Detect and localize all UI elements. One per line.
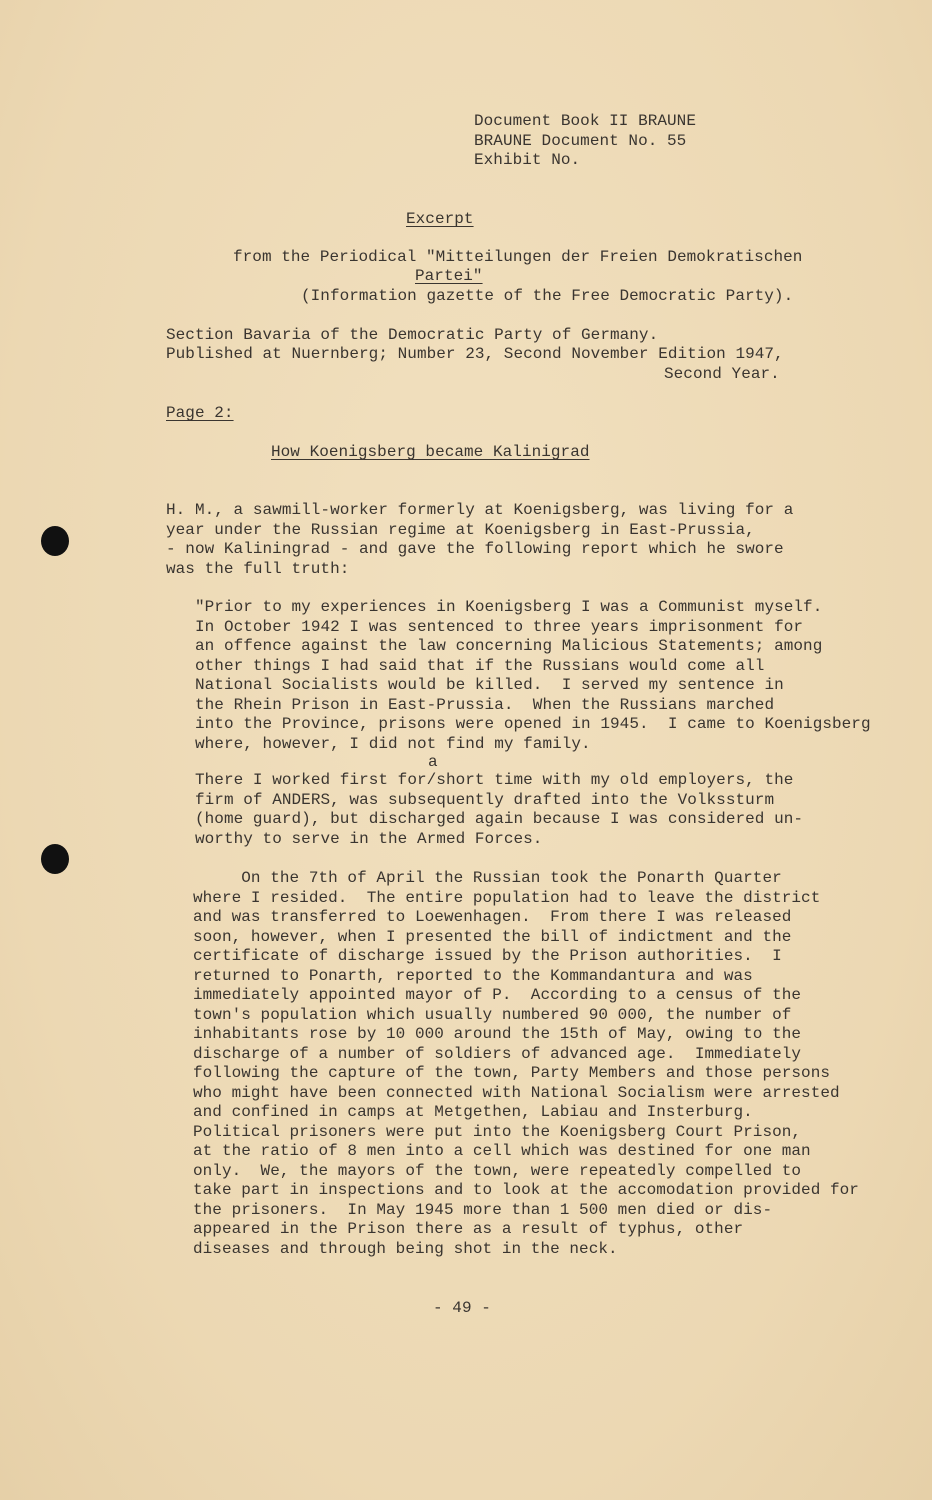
- text-line: following the capture of the town, Party Members and those persons: [193, 1064, 831, 1082]
- source-line-1: from the Periodical "Mitteilungen der Freien Demokratischen: [233, 248, 803, 266]
- header-document-number: BRAUNE Document No. 55: [474, 132, 687, 150]
- text-line: - now Kaliningrad - and gave the following report which he swore: [166, 540, 784, 559]
- article-title: How Koenigsberg became Kalinigrad: [271, 443, 590, 461]
- text-line: On the 7th of April the Russian took the Ponarth Quarter: [193, 869, 782, 887]
- text-line: only. We, the mayors of the town, were repeatedly compelled to: [193, 1161, 802, 1180]
- text-line: returned to Ponarth, reported to the Kommandantura and was: [193, 966, 753, 985]
- text-line: There I worked first for/short time with my old employers, the: [195, 771, 794, 789]
- text-line: worthy to serve in the Armed Forces.: [195, 829, 543, 848]
- text-line: where, however, I did not find my family.: [195, 734, 591, 753]
- publication-section: Section Bavaria of the Democratic Party of Germany.: [166, 326, 659, 344]
- text-line: H. M., a sawmill-worker formerly at Koenigsberg, was living for a: [166, 501, 794, 519]
- text-line: inhabitants rose by 10 000 around the 15th of May, owing to the: [193, 1025, 802, 1043]
- text-line: firm of ANDERS, was subsequently drafted into the Volkssturm: [195, 790, 775, 809]
- header-exhibit-number: Exhibit No.: [474, 151, 581, 169]
- text-line: immediately appointed mayor of P. According to a census of the: [193, 986, 802, 1004]
- text-line: certificate of discharge issued by the Prison authorities. I: [193, 947, 782, 965]
- text-line: town's population which usually numbered 90 000, the number of: [193, 1005, 792, 1024]
- text-line: who might have been connected with National Socialism were arrested: [193, 1083, 840, 1102]
- text-line: was the full truth:: [166, 559, 350, 578]
- text-line: into the Province, prisons were opened in 1945. I came to Koenigsberg: [195, 715, 871, 733]
- text-line: the prisoners. In May 1945 more than 1 500 men died or dis-: [193, 1200, 773, 1219]
- punch-hole: [41, 526, 69, 556]
- text-line: an offence against the law concerning Malicious Statements; among: [195, 637, 823, 655]
- excerpt-heading: Excerpt: [406, 210, 474, 228]
- publication-details: Published at Nuernberg; Number 23, Second November Edition 1947,: [166, 345, 784, 363]
- text-line: and confined in camps at Metgethen, Labiau and Insterburg.: [193, 1103, 753, 1121]
- page-number: - 49 -: [433, 1299, 491, 1317]
- text-line: National Socialists would be killed. I served my sentence in: [195, 676, 784, 694]
- text-line: year under the Russian regime at Koenigsberg in East-Prussia,: [166, 520, 755, 539]
- page-reference: Page 2:: [166, 404, 234, 422]
- text-line: and was transferred to Loewenhagen. From there I was released: [193, 908, 792, 926]
- text-line: diseases and through being shot in the neck.: [193, 1239, 618, 1258]
- text-line: the Rhein Prison in East-Prussia. When the Russians marched: [195, 695, 775, 714]
- source-line-2: Partei": [415, 267, 483, 285]
- text-line: In October 1942 I was sentenced to three years imprisonment for: [195, 617, 804, 636]
- source-translation: (Information gazette of the Free Democratic Party).: [301, 287, 794, 305]
- text-line: Political prisoners were put into the Koenigsberg Court Prison,: [193, 1122, 802, 1141]
- text-line: where I resided. The entire population had to leave the district: [193, 888, 821, 907]
- text-line: (home guard), but discharged again because I was considered un-: [195, 810, 804, 828]
- typed-insertion: a: [428, 753, 438, 771]
- text-line: take part in inspections and to look at the accomodation provided for: [193, 1181, 859, 1199]
- punch-hole: [41, 844, 69, 874]
- text-line: other things I had said that if the Russians would come all: [195, 656, 765, 675]
- header-document-book: Document Book II BRAUNE: [474, 112, 696, 130]
- text-line: at the ratio of 8 men into a cell which was destined for one man: [193, 1142, 811, 1160]
- text-line: soon, however, when I presented the bill of indictment and the: [193, 927, 792, 946]
- text-line: discharge of a number of soldiers of advanced age. Immediately: [193, 1044, 802, 1063]
- publication-year: Second Year.: [664, 365, 780, 383]
- text-line: appeared in the Prison there as a result of typhus, other: [193, 1220, 744, 1238]
- text-line: "Prior to my experiences in Koenigsberg I was a Communist myself.: [195, 598, 823, 616]
